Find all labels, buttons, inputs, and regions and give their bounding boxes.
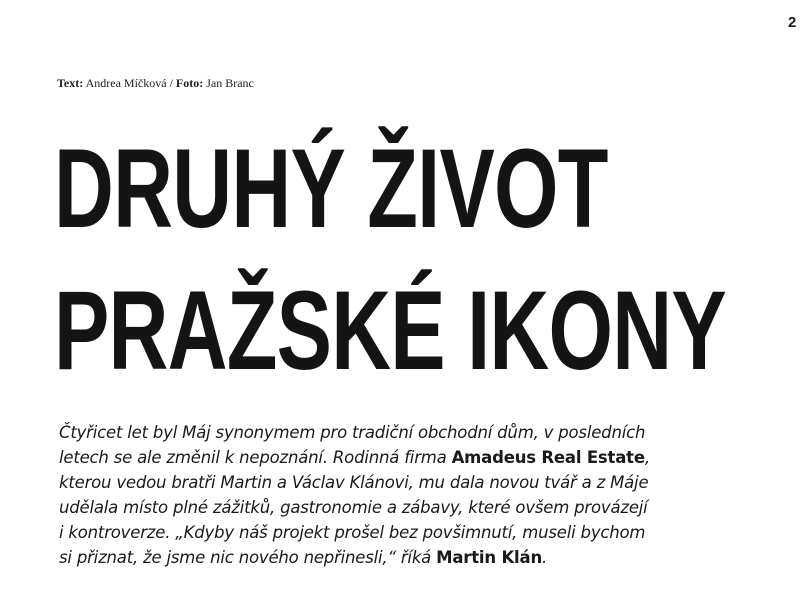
lead-line-2-punct: , <box>644 448 650 467</box>
lead-line-6 <box>59 545 779 570</box>
photo-credit-label: Foto: <box>175 76 204 90</box>
lead-line-3: kterou vedou bratři Martin a Václav Klánovi, mu dala novou tvář a z Máje <box>59 473 649 492</box>
article-headline <box>54 118 726 402</box>
lead-line-5: i kontroverze. „Kdyby náš projekt prošel bez povšimnutí, museli bychom <box>59 523 646 542</box>
lead-line-6-punct: . <box>542 548 548 567</box>
photo-credit-author: Jan Branc <box>206 76 254 90</box>
headline-line-2: PRAŽSKÉ IKONY <box>54 268 726 393</box>
page-number: 2 <box>788 14 797 31</box>
credit-separator: / <box>169 76 173 90</box>
lead-line-2-text: letech se ale změnil k nepoznání. Rodinná firma <box>59 448 452 467</box>
lead-line-6-text: si přiznat, že jsme nic nového nepřinesli,“ říká <box>59 548 437 567</box>
lead-line-2 <box>59 445 779 470</box>
quoted-person-name: Martin Klán <box>436 548 542 567</box>
lead-line-1: Čtyřicet let byl Máj synonymem pro tradiční obchodní dům, v posledních <box>59 423 646 442</box>
byline-credits <box>57 76 254 90</box>
headline-line-1: DRUHÝ ŽIVOT <box>54 126 608 251</box>
text-credit-author: Andrea Míčková <box>85 76 167 90</box>
lead-line-4: udělala místo plné zážitků, gastronomie a zábavy, které ovšem provázejí <box>59 498 648 517</box>
text-credit-label: Text: <box>57 76 84 90</box>
company-name: Amadeus Real Estate <box>451 448 645 467</box>
lead-paragraph <box>59 420 779 570</box>
